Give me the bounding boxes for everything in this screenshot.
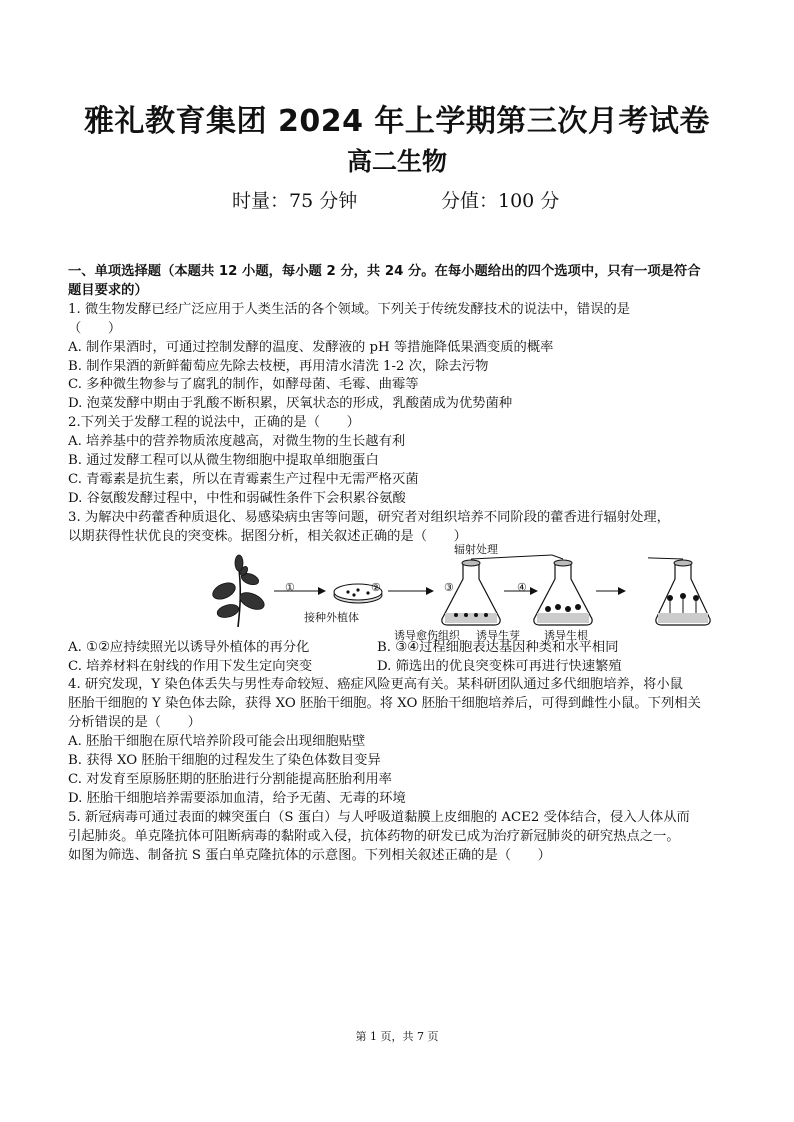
step-3-label: ③ <box>444 580 454 594</box>
option-d: D. 胚胎干细胞培养需要添加血清，给予无菌、无毒的环境 <box>68 790 406 806</box>
question-stem: 4. 研究发现，Y 染色体丢失与男性寿命较短、癌症风险更高有关。某科研团队通过多代细胞培养，将小鼠 <box>68 677 683 693</box>
option-d: D. 谷氨酸发酵过程中，中性和弱碱性条件下会积累谷氨酸 <box>68 490 406 506</box>
option-b: B. 制作果酒的新鲜葡萄应先除去枝梗，再用清水清洗 1-2 次，除去污物 <box>68 358 489 374</box>
question-stem-cont: 引起肺炎。单克隆抗体可阻断病毒的黏附或入侵，抗体药物的研发已成为治疗新冠肺炎的研究热点之一。 <box>68 828 680 844</box>
question-5 <box>68 809 730 866</box>
exam-score: 分值：100 分 <box>441 190 560 212</box>
option-a: A. 制作果酒时，可通过控制发酵的温度、发酵液的 pH 等措施降低果酒变质的概率 <box>68 339 554 355</box>
option-b: B. ③④过程细胞表达基因种类和水平相同 <box>377 639 619 655</box>
question-stem: 3. 为解决中药藿香种质退化、易感染病虫害等问题，研究者对组织培养不同阶段的藿香进行辐射处理， <box>68 509 670 525</box>
callus-label: 诱导愈伤组织 <box>394 628 460 642</box>
question-4 <box>68 676 730 808</box>
question-stem: 5. 新冠病毒可通过表面的棘突蛋白（S 蛋白）与人呼吸道黏膜上皮细胞的 ACE2 受体结合，侵入人体从而 <box>68 809 690 825</box>
question-1 <box>68 301 730 414</box>
question-stem-cont: 分析错误的是（ ） <box>68 715 201 731</box>
flask-bud-icon <box>534 560 592 625</box>
option-b: B. 获得 XO 胚胎干细胞的过程发生了染色体数目变异 <box>68 753 381 769</box>
page-footer: 第 1 页，共 7 页 <box>355 1030 439 1043</box>
option-a: A. 培养基中的营养物质浓度越高，对微生物的生长越有利 <box>68 434 406 450</box>
question-stem-cont: 胚胎干细胞的 Y 染色体去除，获得 XO 胚胎干细胞。将 XO 胚胎干细胞培养后，可得到雌性小鼠。下列相关 <box>68 696 701 712</box>
exam-title: 雅礼教育集团 2024 年上学期第三次月考试卷 <box>84 104 710 139</box>
tissue-culture-figure <box>68 542 730 642</box>
step-4-label: ④ <box>517 580 527 594</box>
section-heading: 一、单项选择题（本题共 12 小题，每小题 2 分，共 24 分。在每小题给出的四个选项中，只有一项是符合 <box>68 264 701 279</box>
bud-label: 诱导生芽 <box>476 628 520 642</box>
question-3 <box>68 509 730 677</box>
question-stem-cont: （ ） <box>68 320 122 336</box>
step-2-label: ② <box>371 580 381 594</box>
question-stem-cont: 如图为筛选、制备抗 S 蛋白单克隆抗体的示意图。下列相关叙述正确的是（ ） <box>68 847 551 863</box>
option-a: A. ①②应持续照光以诱导外植体的再分化 <box>68 639 310 655</box>
option-c: C. 对发育至原肠胚期的胚胎进行分割能提高胚胎利用率 <box>68 771 392 787</box>
plant-illustration <box>210 555 267 627</box>
question-stem-cont: 以期获得性状优良的突变株。据图分析，相关叙述正确的是（ ） <box>68 528 467 544</box>
radiation-line <box>552 555 563 559</box>
option-c: C. 培养材料在射线的作用下发生定向突变 <box>68 658 313 674</box>
question-stem: 2.下列关于发酵工程的说法中，正确的是（ ） <box>68 415 360 431</box>
explant-label: 接种外植体 <box>304 610 359 624</box>
section-heading-cont: 题目要求的） <box>68 282 148 298</box>
flask-root-icon <box>656 560 710 625</box>
root-label: 诱导生根 <box>544 628 588 642</box>
exam-time: 时量：75 分钟 <box>232 190 358 212</box>
exam-subject: 高二生物 <box>346 147 447 176</box>
step-1-label: ① <box>285 580 295 594</box>
options-row <box>68 658 730 677</box>
option-d: D. 筛选出的优良突变株可再进行快速繁殖 <box>377 658 622 674</box>
option-a: A. 胚胎干细胞在原代培养阶段可能会出现细胞贴壁 <box>68 734 366 750</box>
option-b: B. 通过发酵工程可以从微生物细胞中提取单细胞蛋白 <box>68 453 379 469</box>
flask-root-svg <box>648 549 718 635</box>
radiation-label: 辐射处理 <box>454 542 498 556</box>
option-c: C. 青霉素是抗生素，所以在青霉素生产过程中无需严格灭菌 <box>68 471 419 487</box>
tissue-culture-diagram <box>208 549 648 635</box>
question-2 <box>68 414 730 509</box>
option-d: D. 泡菜发酵中期由于乳酸不断积累，厌氧状态的形成，乳酸菌成为优势菌种 <box>68 396 513 412</box>
question-stem: 1. 微生物发酵已经广泛应用于人类生活的各个领域。下列关于传统发酵技术的说法中，错误的是 <box>68 301 631 317</box>
exam-content <box>68 263 730 865</box>
option-c: C. 多种微生物参与了腐乳的制作，如酵母菌、毛霉、曲霉等 <box>68 377 419 393</box>
